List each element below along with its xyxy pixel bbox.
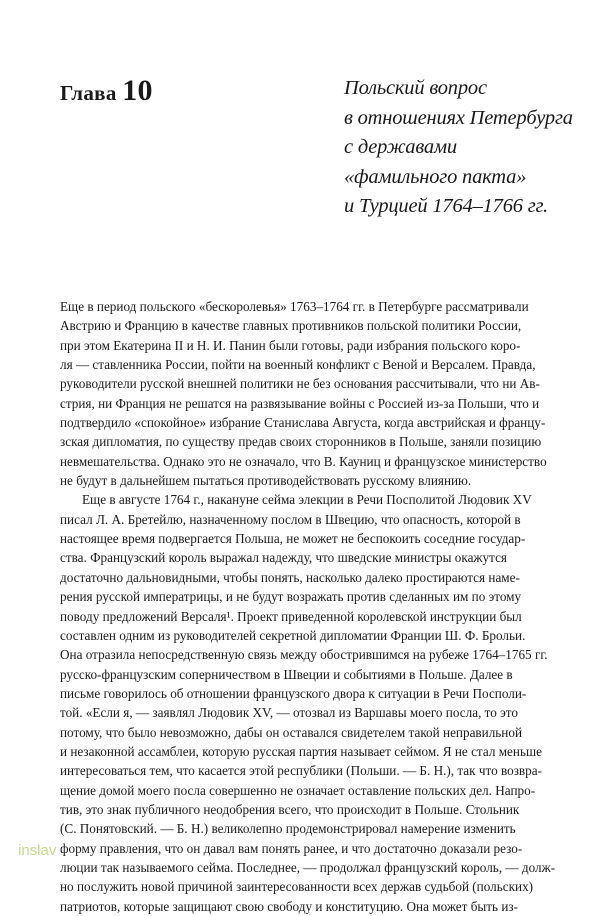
chapter-word: Глава [60,81,117,105]
chapter-title-line: в отношениях Петербурга [344,106,573,129]
text-line: русско-французским соперничеством в Швеции и событиями в Польше. Далее в [60,666,513,682]
text-line: форму правления, что он давал вам понять ранее, и что достаточно доказали резо- [60,840,523,856]
chapter-number: 10 [122,74,153,107]
watermark: inslav [18,842,57,859]
text-line: интересоваться тем, что касается этой республики (Польши. — Б. Н.), так что возвра- [60,763,542,779]
chapter-title-line: «фамильного пакта» [344,165,527,188]
text-line: достаточно дальновидными, чтобы понять, насколько далеко простираются наме- [60,569,520,585]
text-line: Еще в августе 1764 г., накануне сейма элекции в Речи Посполитой Людовик XV [82,492,532,508]
text-line: письме говорилось об отношении французского двора к ситуации в Речи Посполи- [60,685,527,701]
text-line: (С. Понятовский. — Б. Н.) великолепно продемонстрировал намерение изменить [60,821,516,837]
text-line: ства. Французский король выражал надежду, что шведские министры окажутся [60,550,507,566]
text-line: Австрию и Францию в качестве главных противников польской политики России, [60,318,522,334]
text-line: ля — ставленника России, пойти на военный конфликт с Веной и Версалем. Правда, [60,357,536,373]
text-line: Она отразила непосредственную связь между обострившимся на рубеже 1764–1765 гг. [60,647,548,663]
text-line: но послужить новой причиной заинтересованности всех держав судьбой (польских) [60,879,534,895]
text-line: рения русской императрицы, и не будут возражать против сделанных им по этому [60,589,522,605]
text-line: потому, что было невозможно, дабы он оставался свидетелем такой неправильной [60,724,523,740]
text-line: при этом Екатерина II и Н. И. Панин были готовы, ради избрания польского коро- [60,337,521,353]
text-line: люции так называемого сейма. Последнее, — продолжал французский король, — долж- [60,859,556,875]
text-line: и незаконной ассамблеи, которую русская партия называет сеймом. Я не стал меньше [60,743,542,759]
text-line: руководители русской внешней политики не без основания рассчитывали, что ни Ав- [60,376,540,392]
text-line: тив, это знак публичного неодобрения всего, что происходит в Польше. Стольник [60,801,520,817]
text-line: стрия, ни Франция не решатся на развязывание войны с Россией из-за Польши, что и [60,395,540,411]
text-line: подтвердило «спокойное» избрание Станислава Августа, когда австрийская и францу- [60,415,546,431]
chapter-title-line: Польский вопрос [344,77,487,99]
chapter-title-line: и Турцией 1764–1766 гг. [344,195,548,217]
text-line: не будут в дальнейшем пытаться противодействовать русскому влиянию. [60,473,472,489]
text-line: настоящее время подвергается Польша, не может не беспокоить соседние государ- [60,531,526,547]
chapter-title-line: с державами [344,136,457,158]
text-line: невмешательства. Однако это не означало, что В. Кауниц и французское министерство [60,453,547,469]
text-line: патриотов, которые защищают свою свободу и конституцию. Она может быть из- [60,898,519,914]
text-line: Еще в период польского «бескоролевья» 1763–1764 гг. в Петербурге рассматривали [60,299,529,314]
text-line: составлен одним из руководителей секретной дипломатии Франции Ш. Ф. Брольи. [60,627,526,643]
text-line: той. «Если я, — заявлял Людовик XV, — отозвал из Варшавы моего посла, то это [60,705,518,721]
text-line: зская дипломатия, по существу предав своих сторонников в Польше, заняли позицию [60,434,542,450]
text-line: писал Л. А. Бретейлю, назначенному послом в Швецию, что опасность, которой в [60,511,521,527]
chapter-title [344,74,584,222]
text-line: поводу предложений Версаля¹. Проект приведенной королевской инструкции был [60,608,522,624]
chapter-label [60,74,153,108]
body-text [60,297,572,916]
text-line: щение домой моего посла совершенно не означает оставление польских дел. Напро- [60,782,536,798]
